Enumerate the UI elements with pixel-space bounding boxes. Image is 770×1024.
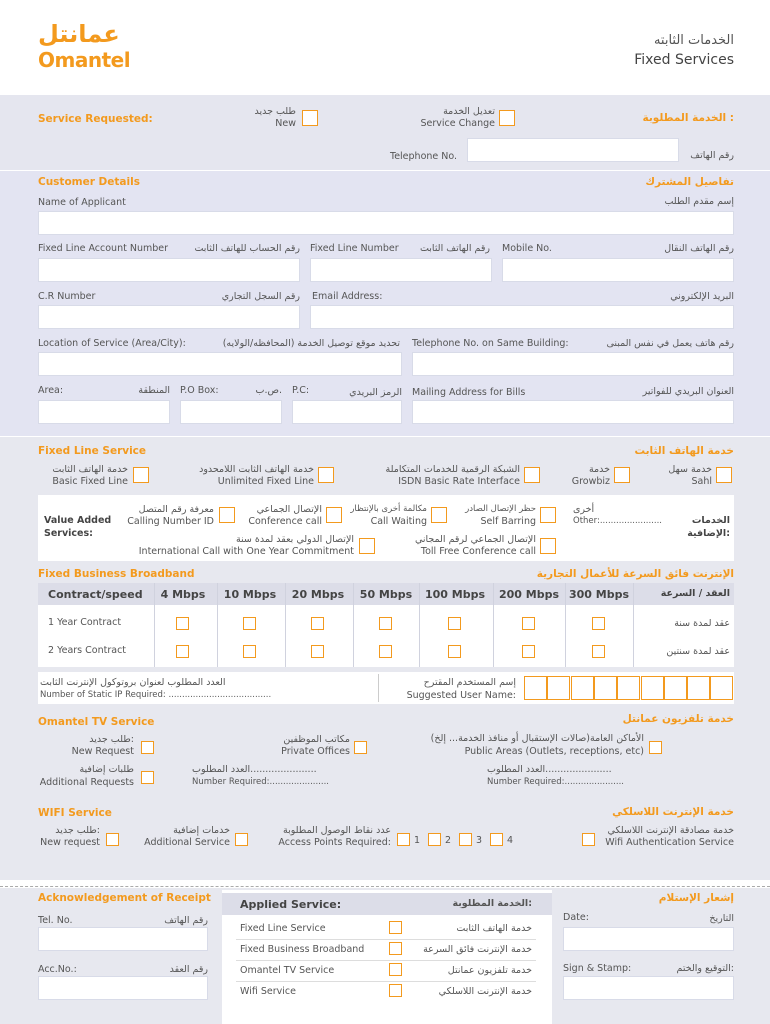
sahl-checkbox[interactable] <box>716 467 732 483</box>
unlimited-checkbox[interactable] <box>318 467 334 483</box>
speed-column-divider <box>217 583 218 667</box>
telephone-label: Telephone No. <box>390 151 458 162</box>
static-ip-en: Number of Static IP Required: ...................................... <box>40 690 272 700</box>
additional-requests-en: Additional Requests <box>39 777 134 788</box>
speed-header-4: 100 Mbps <box>424 588 486 601</box>
pc-label: P.C: <box>292 385 310 396</box>
customer-details-title-ar: تفاصيل المشترك <box>645 176 734 188</box>
mailing-label: Mailing Address for Bills <box>412 387 526 398</box>
customer-details-title: Customer Details <box>38 176 140 188</box>
applied-service-1-checkbox[interactable] <box>389 921 402 934</box>
applied-service-2-checkbox[interactable] <box>389 942 402 955</box>
contract-speed-header: Contract/speed <box>48 588 143 601</box>
static-ip-ar: العدد المطلوب لعنوان بروتوكول الإنترنت الثابت <box>40 677 226 688</box>
user-name-char-box[interactable] <box>617 676 640 700</box>
new-request-checkbox[interactable] <box>302 110 318 126</box>
applied-service-1-label-ar: خدمة الهاتف الثابت <box>456 923 532 934</box>
wifi-auth-en: Wifi Authentication Service <box>605 837 734 848</box>
sahl-ar: خدمة سهل <box>668 464 712 475</box>
speed-1yr-checkbox-6[interactable] <box>592 617 605 630</box>
speed-column-divider <box>285 583 286 667</box>
ap-3-checkbox[interactable] <box>459 833 472 846</box>
ack-tel-input[interactable] <box>38 927 208 951</box>
speed-1yr-checkbox-4[interactable] <box>448 617 461 630</box>
area-label-ar: المنطقة <box>138 385 170 396</box>
mobile-label: Mobile No. <box>502 243 552 254</box>
private-offices-ar: مكاتب الموظفين <box>283 734 350 745</box>
email-input[interactable] <box>310 305 734 329</box>
cut-line <box>0 886 770 887</box>
calling-id-ar: معرفة رقم المتصل <box>138 504 214 515</box>
growbiz-en: Growbiz <box>571 476 610 487</box>
user-name-char-box[interactable] <box>664 676 687 700</box>
cr-number-label: C.R Number <box>38 291 96 302</box>
pobox-input[interactable] <box>180 400 282 424</box>
page-title-ar: الخدمات الثابته <box>653 33 734 48</box>
self-barring-ar: حظر الإتصال الصادر <box>465 504 536 514</box>
speed-header-2: 20 Mbps <box>291 588 345 601</box>
fixed-line-label: Fixed Line Number <box>310 243 399 254</box>
pobox-label-ar: ص.ب. <box>255 385 282 396</box>
self-barring-checkbox[interactable] <box>540 507 556 523</box>
account-number-label: Fixed Line Account Number <box>38 243 168 254</box>
wifi-auth-ar: خدمة مصادقة الإنترنت اللاسلكي <box>607 825 734 836</box>
applied-row-divider <box>236 981 536 982</box>
calling-id-checkbox[interactable] <box>219 507 235 523</box>
tv-number-required-1-ar: العدد المطلوب...................... <box>192 764 317 775</box>
tv-title-ar: خدمة تلفزيون عمانتل <box>622 713 734 725</box>
speed-2yr-checkbox-2[interactable] <box>311 645 324 658</box>
user-name-en: Suggested User Name: <box>406 690 516 701</box>
vas-label-ar: الخدمات الإضافية: <box>687 515 730 539</box>
ack-sign-label-ar: التوقيع والختم: <box>676 963 734 974</box>
speed-2yr-checkbox-3[interactable] <box>379 645 392 658</box>
user-name-char-box[interactable] <box>710 676 733 700</box>
service-change-checkbox[interactable] <box>499 110 515 126</box>
basic-fixed-en: Basic Fixed Line <box>52 476 128 487</box>
ack-title: Acknowledgement of Receipt <box>38 892 211 904</box>
isdn-ar: الشبكة الرقمية للخدمات المتكاملة <box>385 464 520 475</box>
sahl-en: Sahl <box>691 476 712 487</box>
calling-id-en: Calling Number ID <box>127 516 214 527</box>
pc-label-ar: الرمز البريدي <box>349 387 402 398</box>
other-ar: أخرى <box>573 504 595 515</box>
user-name-char-box[interactable] <box>524 676 547 700</box>
speed-header-0: 4 Mbps <box>160 588 206 601</box>
account-number-input[interactable] <box>38 258 300 282</box>
wifi-additional-ar: خدمات إضافية <box>173 825 230 836</box>
ack-date-input[interactable] <box>563 927 734 951</box>
ip-divider <box>378 674 379 702</box>
basic-fixed-checkbox[interactable] <box>133 467 149 483</box>
ap-1-label: 1 <box>414 835 421 846</box>
service-requested-label-ar: الخدمة المطلوبة : <box>642 112 734 124</box>
growbiz-checkbox[interactable] <box>614 467 630 483</box>
tv-new-en: New Request <box>71 746 134 757</box>
applicant-name-input[interactable] <box>38 211 734 235</box>
ack-date-label-ar: التاريخ <box>709 913 734 924</box>
page-title-en: Fixed Services <box>634 52 734 68</box>
new-label-ar: طلب جديد <box>254 106 296 117</box>
speed-1yr-checkbox-1[interactable] <box>243 617 256 630</box>
same-building-label-ar: رقم هاتف يعمل في نفس المبنى <box>606 338 734 349</box>
ap-2-label: 2 <box>445 835 452 846</box>
speed-2yr-checkbox-4[interactable] <box>448 645 461 658</box>
speed-2yr-checkbox-6[interactable] <box>592 645 605 658</box>
other-en: Other:....................... <box>573 516 662 526</box>
speed-header-6: 300 Mbps <box>568 588 630 601</box>
public-areas-ar: الأماكن العامة(صالات الإستقبال أو منافذ الخدمة... إلخ) <box>430 733 644 744</box>
applied-service-2-label: Fixed Business Broadband <box>240 944 365 955</box>
wifi-new-en: New request <box>40 837 100 848</box>
speed-header-5: 200 Mbps <box>498 588 560 601</box>
self-barring-en: Self Barring <box>480 516 536 527</box>
applied-service-4-checkbox[interactable] <box>389 984 402 997</box>
speed-header-1: 10 Mbps <box>223 588 277 601</box>
account-number-label-ar: رقم الحساب للهاتف الثابت <box>194 243 300 254</box>
user-name-ar: إسم المستخدم المقترح <box>423 677 516 688</box>
name-label: Name of Applicant <box>38 197 126 208</box>
speed-2yr-checkbox-1[interactable] <box>243 645 256 658</box>
applied-service-3-checkbox[interactable] <box>389 963 402 976</box>
isdn-checkbox[interactable] <box>524 467 540 483</box>
toll-free-ar: الإتصال الجماعي لرقم المجاني <box>414 534 536 545</box>
applied-row-divider <box>236 960 536 961</box>
one-year-row-label: 1 Year Contract <box>48 617 122 628</box>
service-change-ar: تعديل الخدمة <box>443 106 495 117</box>
tv-new-ar: طلب جديد: <box>89 734 134 745</box>
ack-tel-label-ar: رقم الهاتف <box>164 915 208 926</box>
tv-title: Omantel TV Service <box>38 716 155 728</box>
speed-column-divider <box>353 583 354 667</box>
conference-en: Conference call <box>248 516 322 527</box>
basic-fixed-ar: خدمة الهاتف الثابت <box>52 464 128 475</box>
call-waiting-checkbox[interactable] <box>431 507 447 523</box>
service-requested-label: Service Requested: <box>38 113 153 125</box>
tv-number-required-2-en: Number Required:...................... <box>487 777 624 787</box>
cr-number-label-ar: رقم السجل التجاري <box>221 291 300 302</box>
two-year-row-label-ar: عقد لمدة سنتين <box>666 646 730 657</box>
applied-service-3-label-ar: خدمة تلفزيون عمانتل <box>447 965 532 976</box>
mobile-label-ar: رقم الهاتف النقال <box>664 243 734 254</box>
speed-column-divider <box>633 583 634 667</box>
wifi-additional-en: Additional Service <box>144 837 230 848</box>
user-name-char-box[interactable] <box>571 676 594 700</box>
logo-arabic: عمانتل <box>38 20 120 48</box>
service-change-en: Service Change <box>420 118 495 129</box>
broadband-title: Fixed Business Broadband <box>38 568 195 580</box>
toll-free-checkbox[interactable] <box>540 538 556 554</box>
ack-sign-input[interactable] <box>563 976 734 1000</box>
wifi-additional-checkbox[interactable] <box>235 833 248 846</box>
call-waiting-en: Call Waiting <box>370 516 427 527</box>
contract-speed-header-ar: العقد / السرعة <box>660 588 730 599</box>
mobile-input[interactable] <box>502 258 734 282</box>
user-name-char-box[interactable] <box>687 676 710 700</box>
ack-acc-label-ar: رقم العقد <box>169 964 208 975</box>
applied-service-label: Applied Service: <box>240 898 342 911</box>
intl-call-checkbox[interactable] <box>359 538 375 554</box>
speed-1yr-checkbox-5[interactable] <box>522 617 535 630</box>
speed-1yr-checkbox-0[interactable] <box>176 617 189 630</box>
applied-service-label-ar: الخدمة المطلوبة: <box>452 898 532 909</box>
telephone-label-ar: رقم الهاتف <box>690 150 734 161</box>
name-label-ar: إسم مقدم الطلب <box>664 196 734 207</box>
mailing-input[interactable] <box>412 400 734 424</box>
tv-number-required-1-en: Number Required:...................... <box>192 777 329 787</box>
intl-call-en: International Call with One Year Commitment <box>138 546 354 557</box>
tv-number-required-2-ar: العدد المطلوب...................... <box>487 764 612 775</box>
ap-4-checkbox[interactable] <box>490 833 503 846</box>
vas-label: Value Added Services: <box>44 515 112 539</box>
wifi-title-ar: خدمة الإنترنت اللاسلكي <box>612 806 734 818</box>
speed-2yr-checkbox-5[interactable] <box>522 645 535 658</box>
ack-acc-label: Acc.No.: <box>38 964 77 975</box>
ack-acc-input[interactable] <box>38 976 208 1000</box>
ap-2-checkbox[interactable] <box>428 833 441 846</box>
conference-ar: الإتصال الجماعي <box>256 504 322 515</box>
applied-service-1-label: Fixed Line Service <box>240 923 326 934</box>
public-areas-checkbox[interactable] <box>649 741 662 754</box>
wifi-new-checkbox[interactable] <box>106 833 119 846</box>
logo-english: Omantel <box>38 48 131 72</box>
wifi-auth-checkbox[interactable] <box>582 833 595 846</box>
ack-date-label: Date: <box>563 912 589 923</box>
cr-number-input[interactable] <box>38 305 300 329</box>
user-name-char-box[interactable] <box>547 676 570 700</box>
area-input[interactable] <box>38 400 170 424</box>
applied-service-2-label-ar: خدمة الإنترنت فائق السرعة <box>423 944 532 955</box>
ap-3-label: 3 <box>476 835 483 846</box>
access-points-en: Access Points Required: <box>278 837 391 848</box>
call-waiting-ar: مكالمة أخرى بالإنتظار <box>350 504 427 514</box>
unlimited-en: Unlimited Fixed Line <box>217 476 314 487</box>
same-building-input[interactable] <box>412 352 734 376</box>
mailing-label-ar: العنوان البريدي للفواتير <box>642 386 734 397</box>
unlimited-ar: خدمة الهاتف الثابت اللامحدود <box>199 464 314 475</box>
toll-free-en: Toll Free Conference call <box>420 546 536 557</box>
speed-header-3: 50 Mbps <box>359 588 413 601</box>
user-name-char-box[interactable] <box>641 676 664 700</box>
additional-requests-checkbox[interactable] <box>141 771 154 784</box>
pobox-label: P.O Box: <box>180 385 219 396</box>
ack-title-ar: إشعار الإستلام <box>658 892 734 904</box>
additional-requests-ar: طلبات إضافية <box>79 764 134 775</box>
pc-input[interactable] <box>292 400 402 424</box>
fixed-line-title-ar: خدمة الهاتف الثابت <box>634 445 734 457</box>
tv-new-checkbox[interactable] <box>141 741 154 754</box>
location-label-ar: تحديد موقع توصيل الخدمة (المحافظه/الولايه) <box>222 338 400 349</box>
applied-row-divider <box>236 939 536 940</box>
private-offices-checkbox[interactable] <box>354 741 367 754</box>
email-label-ar: البريد الإلكتروني <box>670 291 734 302</box>
user-name-char-box[interactable] <box>594 676 617 700</box>
ap-4-label: 4 <box>507 835 514 846</box>
speed-1yr-checkbox-2[interactable] <box>311 617 324 630</box>
ap-1-checkbox[interactable] <box>397 833 410 846</box>
same-building-label: Telephone No. on Same Building: <box>412 338 569 349</box>
broadband-title-ar: الإنترنت فائق السرعة للأعمال التجارية <box>536 568 734 580</box>
email-label: Email Address: <box>312 291 383 302</box>
applied-service-4-label: Wifi Service <box>240 986 296 997</box>
speed-1yr-checkbox-3[interactable] <box>379 617 392 630</box>
telephone-input[interactable] <box>467 138 679 162</box>
area-label: Area: <box>38 385 64 396</box>
public-areas-en: Public Areas (Outlets, receptions, etc) <box>464 746 644 757</box>
wifi-title: WIFI Service <box>38 807 112 819</box>
speed-column-divider <box>154 583 155 667</box>
access-points-ar: عدد نقاط الوصول المطلوبة <box>282 825 391 836</box>
speed-column-divider <box>419 583 420 667</box>
fixed-line-title: Fixed Line Service <box>38 445 147 457</box>
isdn-en: ISDN Basic Rate Interface <box>398 476 520 487</box>
private-offices-en: Private Offices <box>281 746 350 757</box>
speed-column-divider <box>493 583 494 667</box>
speed-2yr-checkbox-0[interactable] <box>176 645 189 658</box>
location-label: Location of Service (Area/City): <box>38 338 186 349</box>
ack-tel-label: Tel. No. <box>38 915 73 926</box>
fixed-line-label-ar: رقم الهاتف الثابت <box>419 243 490 254</box>
ack-sign-label: Sign & Stamp: <box>563 963 632 974</box>
conference-checkbox[interactable] <box>326 507 342 523</box>
wifi-new-ar: طلب جديد: <box>55 825 100 836</box>
growbiz-ar: خدمة <box>588 464 610 475</box>
fixed-line-input[interactable] <box>310 258 492 282</box>
intl-call-ar: الإتصال الدولي بعقد لمدة سنة <box>235 534 354 545</box>
location-input[interactable] <box>38 352 402 376</box>
new-label-en: New <box>275 118 296 129</box>
one-year-row-label-ar: عقد لمدة سنة <box>674 618 730 629</box>
two-year-row-label: 2 Years Contract <box>48 645 127 656</box>
applied-service-3-label: Omantel TV Service <box>240 965 335 976</box>
speed-column-divider <box>565 583 566 667</box>
applied-service-4-label-ar: خدمة الإنترنت اللاسلكي <box>438 986 532 997</box>
